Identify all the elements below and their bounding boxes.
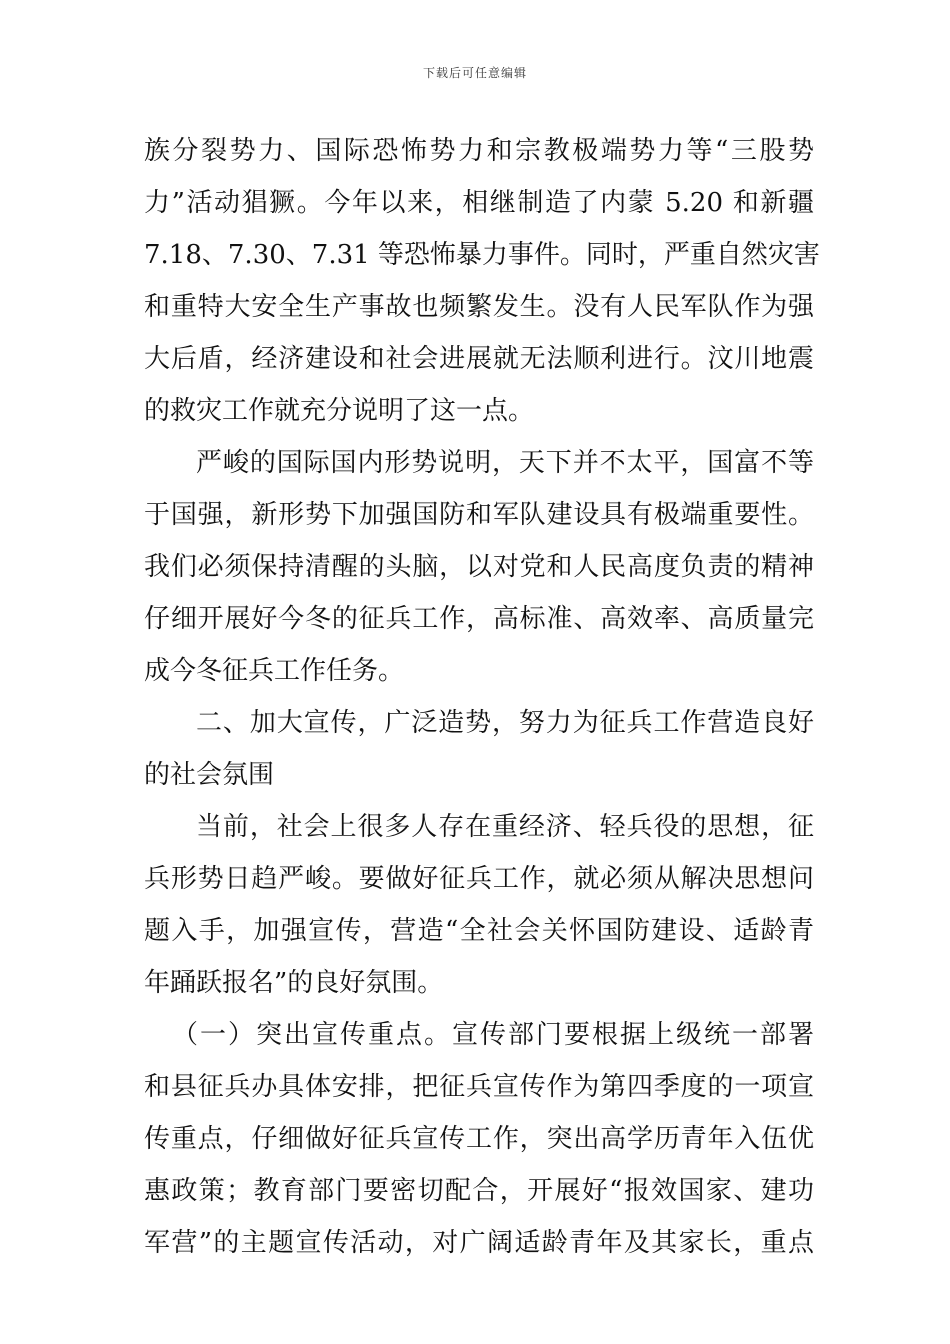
page-header-note: 下载后可任意编辑 (422, 66, 527, 80)
text-line: 仔细开展好今冬的征兵工作，高标准、高效率、高质量完 (144, 604, 814, 634)
text-line: 兵形势日趋严峻。要做好征兵工作，就必须从解决思想问 (144, 864, 814, 894)
document-body (144, 128, 820, 1272)
text-line: 我们必须保持清醒的头脑，以对党和人民高度负责的精神 (144, 552, 814, 582)
text-line: 和县征兵办具体安排，把征兵宣传作为第四季度的一项宣 (144, 1072, 814, 1102)
text-line: 传重点，仔细做好征兵宣传工作，突出高学历青年入伍优 (144, 1124, 814, 1154)
text-line: 严峻的国际国内形势说明，天下并不太平，国富不等 (196, 448, 814, 478)
subsection-line: （一）突出宣传重点。宣传部门要根据上级统一部署 (172, 1020, 814, 1050)
text-line: 力”活动猖獗。今年以来，相继制造了内蒙 5.20 和新疆 (144, 188, 814, 218)
text-line: 题入手，加强宣传，营造“全社会关怀国防建设、适龄青 (144, 916, 814, 946)
text-line: 当前，社会上很多人存在重经济、轻兵役的思想，征 (196, 812, 814, 842)
text-line: 军营”的主题宣传活动，对广阔适龄青年及其家长，重点 (144, 1228, 814, 1258)
text-line: 年踊跃报名”的良好氛围。 (144, 968, 444, 998)
text-line: 的救灾工作就充分说明了这一点。 (144, 396, 535, 426)
text-line: 惠政策；教育部门要密切配合，开展好“报效国家、建功 (144, 1176, 814, 1206)
text-line: 大后盾，经济建设和社会进展就无法顺利进行。汶川地震 (144, 344, 814, 374)
text-line: 于国强，新形势下加强国防和军队建设具有极端重要性。 (144, 500, 814, 530)
text-line: 成今冬征兵工作任务。 (144, 656, 405, 686)
text-line: 和重特大安全生产事故也频繁发生。没有人民军队作为强 (144, 292, 814, 322)
section-heading-line: 的社会氛围 (144, 760, 275, 790)
section-heading-line: 二、加大宣传，广泛造势，努力为征兵工作营造良好 (196, 708, 814, 738)
text-line: 7.18、7.30、7.31 等恐怖暴力事件。同时，严重自然灾害 (144, 240, 820, 270)
text-line: 族分裂势力、国际恐怖势力和宗教极端势力等“三股势 (144, 136, 814, 166)
